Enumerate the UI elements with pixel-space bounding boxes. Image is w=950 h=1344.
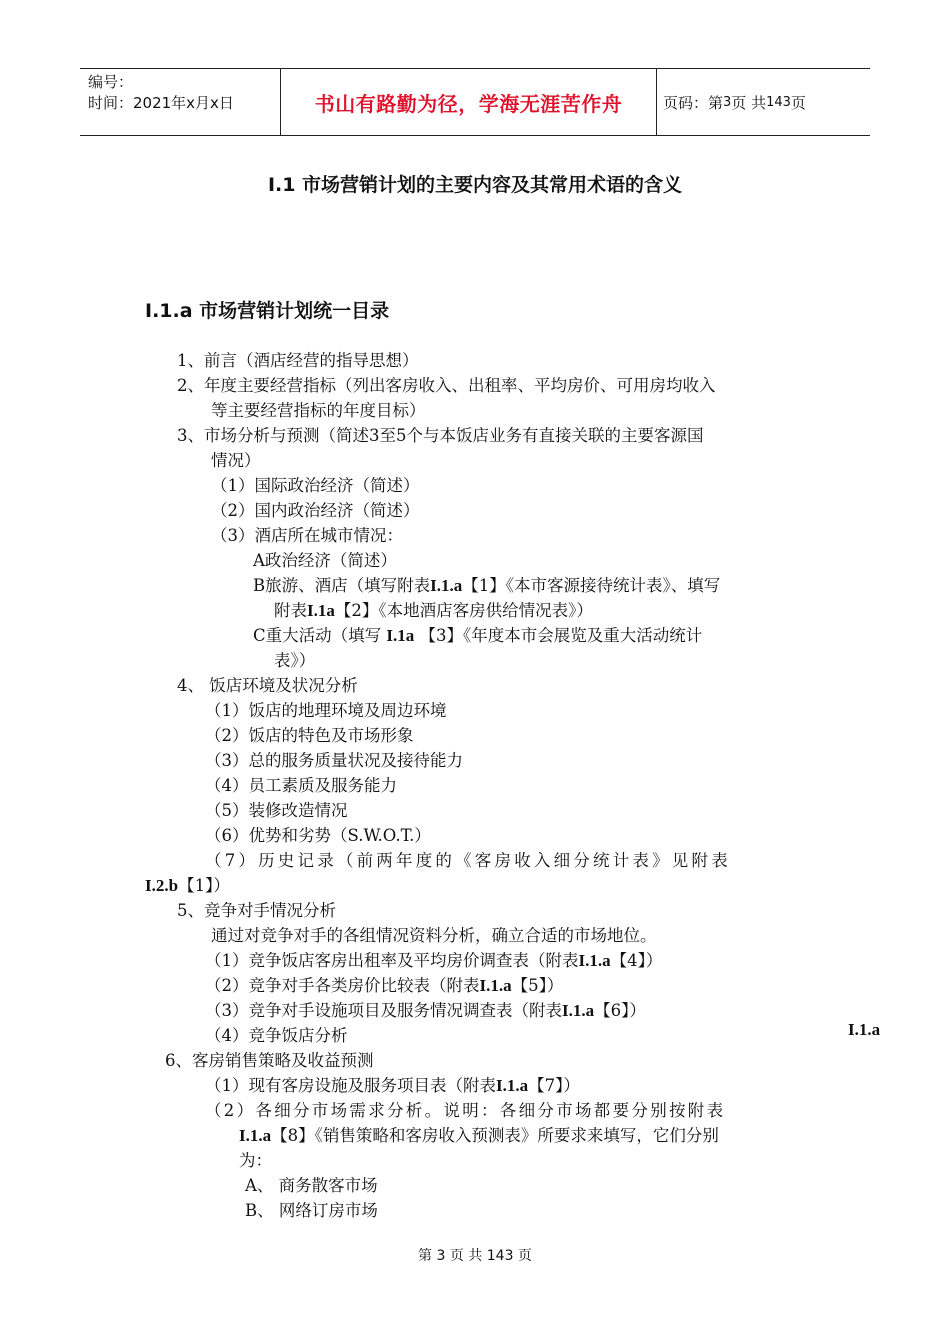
- toc-line: （2）国内政治经济（简述）: [211, 501, 420, 520]
- toc-line: C重大活动（填写 I.1a 【3】《年度本市会展览及重大活动统计: [253, 626, 703, 645]
- toc-line: 6、客房销售策略及收益预测: [165, 1051, 374, 1070]
- toc-line: 为：: [239, 1151, 272, 1170]
- toc-line: （5）装修改造情况: [205, 801, 348, 820]
- page-suffix: 页: [790, 93, 806, 112]
- number-label: 编号：: [88, 73, 134, 91]
- toc-line: （1）竞争饭店客房出租率及平均房价调查表（附表I.1.a【4】）: [205, 951, 663, 970]
- toc-line: A、 商务散客市场: [245, 1176, 378, 1195]
- page-num: 3: [723, 94, 732, 110]
- toc-line: （2）竞争对手各类房价比较表（附表I.1.a【5】）: [205, 976, 564, 995]
- doc-title: I.1 市场营销计划的主要内容及其常用术语的含义: [267, 174, 683, 196]
- header-table: [80, 68, 870, 136]
- toc-line: （6）优势和劣势（S.W.O.T.）: [205, 826, 431, 845]
- page-footer: 第 3 页 共 143 页: [418, 1248, 532, 1264]
- toc-line: 1、前言（酒店经营的指导思想）: [177, 351, 419, 370]
- header-page-cell: [657, 69, 870, 135]
- toc-line: （7）历史记录（前两年度的《客房收入细分统计表》见附表: [205, 851, 731, 870]
- toc-line: 附表I.1a【2】《本地酒店客房供给情况表》）: [274, 601, 593, 620]
- toc-line: 4、 饭店环境及状况分析: [177, 676, 358, 695]
- toc-line: （3）酒店所在城市情况：: [211, 526, 403, 545]
- margin-note: I.1.a: [848, 1020, 881, 1039]
- toc-line: 情况）: [211, 451, 261, 470]
- section-title: I.1.a 市场营销计划统一目录: [145, 300, 390, 322]
- toc-line: （4）员工素质及服务能力: [205, 776, 397, 795]
- toc-line: 等主要经营指标的年度目标）: [211, 401, 426, 420]
- date-label: 时间：2021年x月x日: [88, 94, 234, 112]
- page-prefix: 页码：第: [663, 93, 724, 112]
- toc-line: 通过对竞争对手的各组情况资料分析，确立合适的市场地位。: [211, 926, 657, 945]
- toc-line: 3、市场分析与预测（简述3至5个与本饭店业务有直接关联的主要客源国: [177, 426, 704, 445]
- page-mid: 页 共: [731, 93, 767, 112]
- page-total: 143: [766, 94, 791, 110]
- toc-line: （2）饭店的特色及市场形象: [205, 726, 414, 745]
- header-motto-cell: [281, 69, 657, 135]
- toc-line: （3）总的服务质量状况及接待能力: [205, 751, 463, 770]
- toc-line: 2、年度主要经营指标（列出客房收入、出租率、平均房价、可用房均收入: [177, 376, 716, 395]
- toc-line: B旅游、酒店（填写附表I.1.a【1】《本市客源接待统计表》、填写: [253, 576, 721, 595]
- toc-line: （1）饭店的地理环境及周边环境: [205, 701, 447, 720]
- header-left-cell: [80, 69, 281, 135]
- toc-line: （3）竞争对手设施项目及服务情况调查表（附表I.1.a【6】）: [205, 1001, 646, 1020]
- motto: 书山有路勤为径，学海无涯苦作舟: [314, 91, 623, 116]
- toc-line: 表》）: [274, 651, 316, 670]
- toc-line: 5、竞争对手情况分析: [177, 901, 336, 920]
- toc-line: I.2.b【1】）: [145, 876, 230, 895]
- toc-line: （1）现有客房设施及服务项目表（附表I.1.a【7】）: [205, 1076, 580, 1095]
- toc-line: I.1.a【8】《销售策略和客房收入预测表》所要求来填写，它们分别: [239, 1126, 719, 1145]
- toc-line: （2）各细分市场需求分析。说明：各细分市场都要分别按附表: [205, 1101, 726, 1120]
- toc-line: （1）国际政治经济（简述）: [211, 476, 420, 495]
- toc-line: （4）竞争饭店分析: [205, 1026, 348, 1045]
- toc-line: B、 网络订房市场: [245, 1201, 378, 1220]
- toc-line: A政治经济（简述）: [253, 551, 397, 570]
